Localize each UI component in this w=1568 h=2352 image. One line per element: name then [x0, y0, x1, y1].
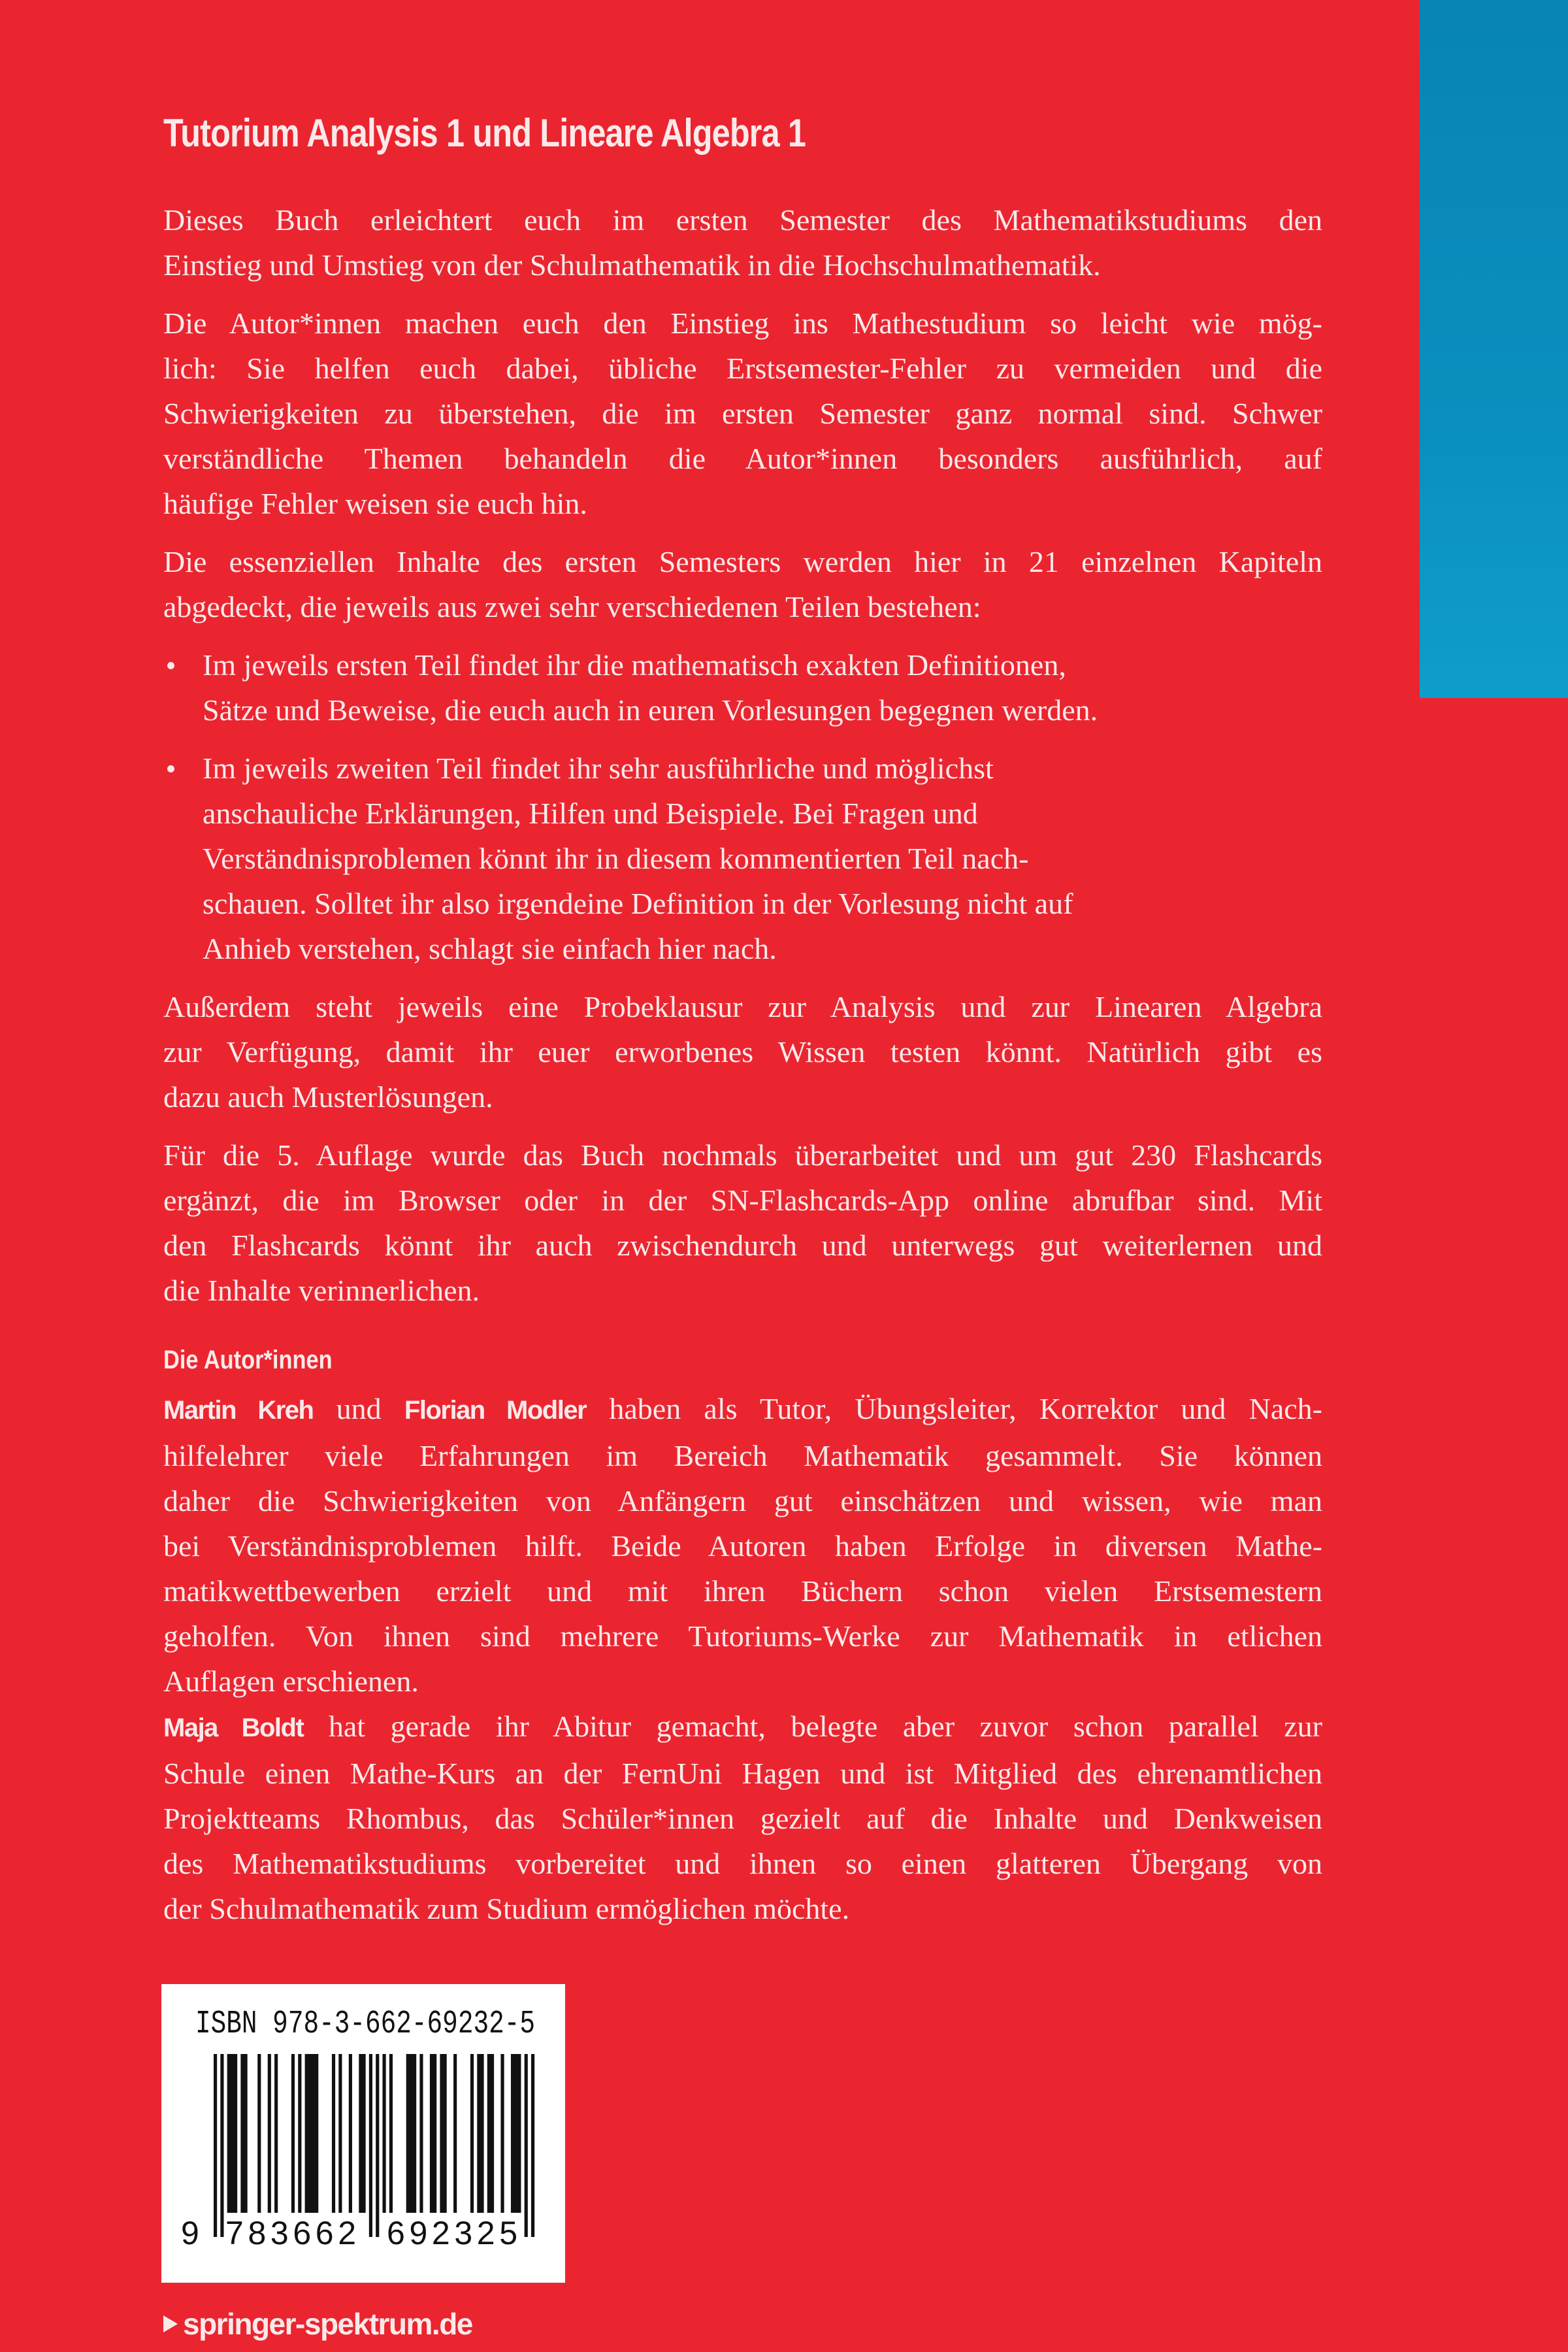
text-line [163, 1659, 1322, 1704]
barcode-bar [440, 2054, 446, 2213]
barcode-bar [268, 2054, 271, 2213]
barcode-bar [406, 2054, 417, 2213]
paragraph [163, 1133, 1322, 1313]
text-line [163, 1568, 1322, 1614]
text-line: dazu auch Musterlösungen. [163, 1080, 493, 1114]
paragraph [163, 984, 1322, 1119]
text-line: ergänzt, die im Browser oder in der SN-Flashcards-App online abrufbar sind. Mit [163, 1184, 1322, 1217]
text-segment: daher die Schwierigkeiten von Anfängern gut einschätzen und wissen, wie man [163, 1484, 1322, 1517]
barcode-guard-bar [531, 2054, 534, 2237]
isbn-label: ISBN 978-3-662-69232-5 [195, 2006, 535, 2043]
barcode-bar [477, 2054, 483, 2213]
text-line: lich: Sie helfen euch dabei, übliche Erstsemester-Fehler zu vermeiden und die [163, 352, 1322, 385]
paragraph [163, 301, 1322, 526]
barcode-digits-left: 783662 [225, 2215, 356, 2251]
publisher-link[interactable] [163, 2304, 472, 2344]
text-line: die Inhalte verinnerlichen. [163, 1274, 480, 1307]
text-line [163, 1841, 1322, 1886]
text-line [163, 1478, 1322, 1523]
publisher-url[interactable]: springer-spektrum.de [183, 2307, 472, 2341]
text-line [163, 1523, 1322, 1568]
text-line: häufige Fehler weisen sie euch hin. [163, 487, 587, 520]
author-name: Maja Boldt [163, 1714, 304, 1742]
barcode-bar [305, 2054, 319, 2213]
text-line [163, 1751, 1322, 1796]
barcode-bar [470, 2054, 474, 2213]
barcode-bar [453, 2054, 457, 2213]
text-line [163, 1614, 1322, 1659]
text-line: Für die 5. Auflage wurde das Buch nochmals überarbeitet und um gut 230 Flashcards [163, 1138, 1322, 1172]
text-line [163, 1386, 1322, 1433]
barcode-bar [500, 2054, 504, 2213]
text-line: Im jeweils zweiten Teil findet ihr sehr ausführliche und möglichst [203, 752, 994, 785]
barcode-bar [257, 2054, 261, 2213]
text-segment: Schule einen Mathe-Kurs an der FernUni Hagen und ist Mitglied des ehrenamtlichen [163, 1757, 1322, 1790]
barcode-bar [227, 2054, 238, 2213]
text-line: abgedeckt, die jeweils aus zwei sehr verschiedenen Teilen bestehen: [163, 590, 981, 623]
barcode-bar [359, 2054, 365, 2213]
author-bio [163, 1704, 1322, 1931]
barcode-bar [419, 2054, 423, 2213]
author-name: Florian Modler [404, 1396, 587, 1425]
author-bio [163, 1386, 1322, 1704]
blue-accent-panel [1420, 0, 1568, 698]
text-line: Schwierigkeiten zu überstehen, die im ersten Semester ganz normal sind. Schwer [163, 397, 1322, 430]
barcode-bar [349, 2054, 352, 2213]
author-bios [163, 1386, 1322, 1931]
text-line: Anhieb verstehen, schlagt sie einfach hier nach. [203, 932, 777, 965]
barcode-bar [338, 2054, 342, 2213]
text-segment: der Schulmathematik zum Studium ermöglichen möchte. [163, 1892, 850, 1925]
text-line: schauen. Solltet ihr also irgendeine Definition in der Vorlesung nicht auf [203, 887, 1073, 920]
text-line [163, 1886, 1322, 1931]
barcode-bar [291, 2054, 295, 2213]
text-line [163, 1796, 1322, 1841]
text-line: Dieses Buch erleichtert euch im ersten Semester des Mathematikstudiums den [163, 203, 1322, 237]
barcode-bar [298, 2054, 301, 2213]
description [163, 197, 1322, 1313]
text-line: Die essenziellen Inhalte des ersten Semesters werden hier in 21 einzelnen Kapiteln [163, 545, 1322, 578]
text-line [163, 1704, 1322, 1751]
isbn-barcode [161, 1984, 565, 2283]
text-segment: geholfen. Von ihnen sind mehrere Tutoriums-Werke zur Mathematik in etlichen [163, 1619, 1322, 1653]
text-line: Verständnisproblemen könnt ihr in diesem kommentierten Teil nach- [203, 842, 1029, 875]
text-segment: hilfelehrer viele Erfahrungen im Bereich Mathematik gesammelt. Sie können [163, 1439, 1322, 1472]
barcode-bar [383, 2054, 386, 2213]
text-line: Die Autor*innen machen euch den Einstieg ins Mathestudium so leicht wie mög- [163, 306, 1322, 340]
bullet-dot-icon [167, 662, 174, 669]
paragraph [163, 197, 1322, 288]
barcode-bar [332, 2054, 335, 2213]
bullet-dot-icon [167, 765, 174, 772]
text-line: Außerdem steht jeweils eine Probeklausur zur Analysis und zur Linearen Algebra [163, 990, 1322, 1023]
barcode-bar [430, 2054, 436, 2213]
text-segment: bei Verständnisproblemen hilft. Beide Autoren haben Erfolge in diversen Mathe- [163, 1529, 1322, 1563]
text-line: verständliche Themen behandeln die Autor*innen besonders ausführlich, auf [163, 442, 1322, 475]
barcode-digits-right: 692325 [387, 2215, 517, 2251]
bullet-item [163, 746, 1322, 971]
authors-heading: Die Autor*innen [163, 1346, 333, 1374]
text-line: Sätze und Beweise, die euch auch in euren Vorlesungen begegnen werden. [203, 693, 1098, 727]
barcode-bar [487, 2054, 494, 2213]
text-line: Einstieg und Umstieg von der Schulmathematik in die Hochschulmathematik. [163, 248, 1101, 282]
barcode-guard-bar [369, 2054, 372, 2237]
barcode-guard-bar [376, 2054, 379, 2237]
text-segment: matikwettbewerben erzielt und mit ihren Büchern schon vielen Erstsemestern [163, 1574, 1322, 1608]
text-line: zur Verfügung, damit ihr euer erworbenes Wissen testen könnt. Natürlich gibt es [163, 1035, 1322, 1068]
back-cover-text [163, 107, 1322, 1931]
barcode-bar [274, 2054, 278, 2213]
text-segment: hat gerade ihr Abitur gemacht, belegte aber zuvor schon parallel zur [303, 1710, 1323, 1743]
author-name: Martin Kreh [163, 1396, 314, 1425]
text-segment: des Mathematikstudiums vorbereitet und ihnen so einen glatteren Übergang von [163, 1847, 1322, 1880]
book-title: Tutorium Analysis 1 und Lineare Algebra 1 [163, 111, 806, 155]
barcode-bars [214, 2054, 534, 2237]
barcode-bar [240, 2054, 247, 2213]
text-line: Im jeweils ersten Teil findet ihr die mathematisch exakten Definitionen, [203, 648, 1066, 682]
barcode-guard-bar [220, 2054, 223, 2237]
text-segment: haben als Tutor, Übungsleiter, Korrektor und Nach- [586, 1392, 1322, 1425]
barcode-bar [511, 2054, 521, 2213]
text-segment: Projektteams Rhombus, das Schüler*innen gezielt auf die Inhalte und Denkweisen [163, 1802, 1322, 1835]
text-line: anschauliche Erklärungen, Hilfen und Beispiele. Bei Fragen und [203, 797, 978, 830]
barcode-guard-bar [525, 2054, 528, 2237]
play-triangle-icon [163, 2315, 178, 2332]
text-segment: Auflagen erschienen. [163, 1665, 419, 1698]
bullet-item [163, 642, 1322, 733]
text-segment: und [313, 1392, 404, 1425]
barcode-guard-bar [214, 2054, 217, 2237]
paragraph [163, 539, 1322, 629]
barcode-bar [389, 2054, 393, 2213]
text-line [163, 1433, 1322, 1478]
text-line: den Flashcards könnt ihr auch zwischendurch und unterwegs gut weiterlernen und [163, 1229, 1322, 1262]
barcode-digit-first: 9 [181, 2215, 199, 2251]
